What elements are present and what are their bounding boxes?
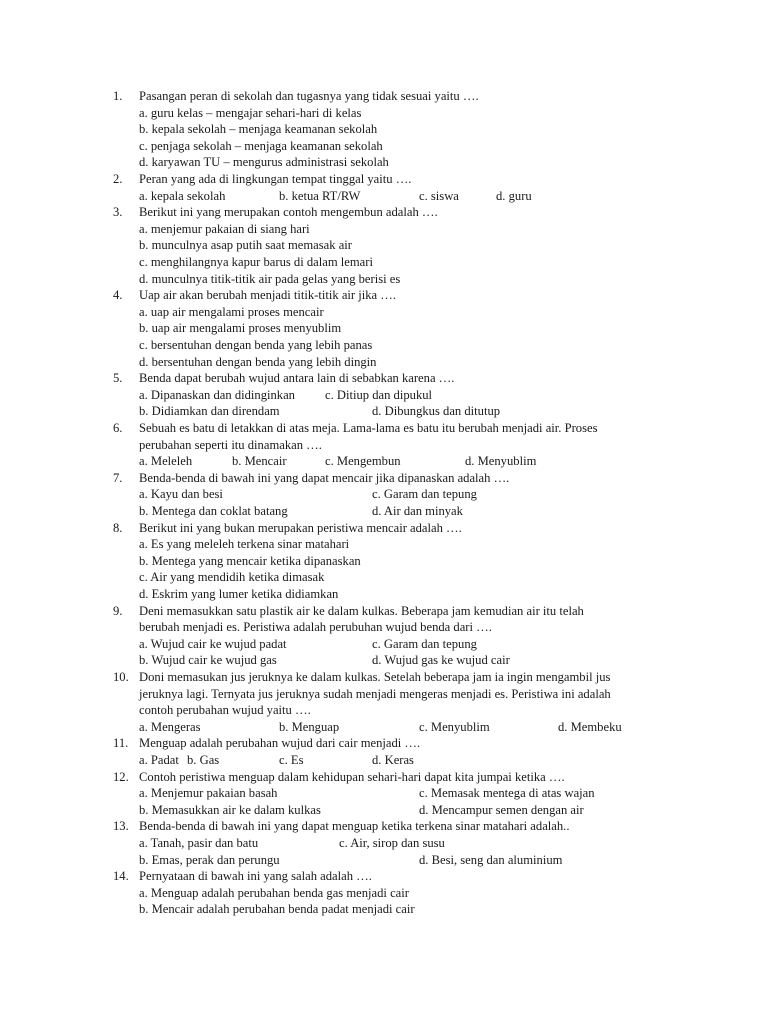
answer-option: a. Meleleh [139, 454, 193, 469]
answer-option: a. Mengeras [139, 719, 201, 734]
question-line [0, 669, 768, 685]
question-number: 2. [113, 172, 123, 186]
option-row [0, 453, 768, 469]
question-text: Peran yang ada di lingkungan tempat tinggal yaitu …. [139, 172, 412, 186]
answer-option: d. Wujud gas ke wujud cair [372, 653, 510, 668]
option-row [0, 835, 768, 851]
answer-option: b. uap air mengalami proses menyublim [139, 321, 342, 336]
answer-option: c. Es [279, 753, 304, 767]
answer-option: b. Emas, perak dan perungu [139, 852, 280, 867]
question-line [0, 769, 768, 785]
question-text: Berikut ini yang bukan merupakan peristiwa mencair adalah …. [139, 520, 462, 535]
question-line [0, 520, 768, 536]
answer-option: d. Menyublim [465, 454, 537, 469]
answer-option: a. Menguap adalah perubahan benda gas menjadi cair [139, 885, 409, 900]
question-line [0, 702, 768, 718]
answer-option: c. Garam dan tepung [372, 636, 477, 651]
question-text: Pernyataan di bawah ini yang salah adalah …. [139, 869, 372, 884]
question-number: 11. [113, 736, 129, 751]
question-number: 14. [113, 869, 129, 884]
answer-option: b. Mentega yang mencair ketika dipanaskan [139, 553, 361, 568]
answer-option: c. Air, sirop dan susu [339, 836, 445, 850]
question-text: Benda dapat berubah wujud antara lain di sebabkan karena …. [139, 371, 455, 386]
answer-option: c. Ditiup dan dipukul [325, 387, 433, 402]
answer-option: c. penjaga sekolah – menjaga keamanan sekolah [139, 138, 383, 153]
question-text: Deni memasukkan satu plastik air ke dalam kulkas. Beberapa jam kemudian air itu telah [139, 603, 584, 618]
answer-option: b. kepala sekolah – menjaga keamanan sekolah [139, 122, 378, 137]
option-row [0, 271, 768, 287]
option-row [0, 138, 768, 154]
option-row [0, 121, 768, 137]
answer-option: a. guru kelas – mengajar sehari-hari di kelas [139, 105, 362, 120]
question-number: 8. [113, 520, 123, 535]
question-line [0, 619, 768, 635]
option-row [0, 586, 768, 602]
answer-option: b. Mentega dan coklat batang [139, 504, 288, 518]
question-number: 5. [113, 371, 123, 386]
question-line [0, 171, 768, 187]
answer-option: d. Eskrim yang lumer ketika didiamkan [139, 587, 339, 601]
question-text: Doni memasukan jus jeruknya ke dalam kulkas. Setelah beberapa jam ia ingin mengambil jus [139, 670, 611, 684]
question-text: Uap air akan berubah menjadi titik-titik air jika …. [139, 288, 397, 303]
question-line [0, 868, 768, 884]
question-line [0, 287, 768, 303]
option-row [0, 901, 768, 917]
question-text: Pasangan peran di sekolah dan tugasnya yang tidak sesuai yaitu …. [139, 89, 479, 103]
option-row [0, 503, 768, 519]
option-row [0, 254, 768, 270]
answer-option: d. munculnya titik-titik air pada gelas yang berisi es [139, 271, 401, 286]
answer-option: b. ketua RT/RW [279, 188, 361, 203]
question-line [0, 437, 768, 453]
answer-option: d. Air dan minyak [372, 504, 463, 518]
question-number: 1. [113, 89, 123, 103]
answer-option: b. Wujud cair ke wujud gas [139, 653, 277, 668]
option-row [0, 337, 768, 353]
question-number: 3. [113, 205, 123, 220]
option-row [0, 536, 768, 552]
answer-option: d. Dibungkus dan ditutup [372, 404, 501, 419]
question-line [0, 370, 768, 386]
option-row [0, 354, 768, 370]
answer-option: b. Didiamkan dan direndam [139, 404, 280, 419]
question-number: 13. [113, 819, 129, 834]
answer-option: d. bersentuhan dengan benda yang lebih dingin [139, 354, 377, 369]
answer-option: a. Padat [139, 753, 179, 767]
question-text: Sebuah es batu di letakkan di atas meja. Lama-lama es batu itu berubah menjadi air. Proses [139, 421, 598, 435]
answer-option: a. Tanah, pasir dan batu [139, 836, 259, 850]
option-row [0, 636, 768, 652]
answer-option: b. Gas [187, 753, 220, 767]
answer-option: d. Mencampur semen dengan air [419, 802, 584, 817]
question-line [0, 204, 768, 220]
answer-option: a. Dipanaskan dan didinginkan [139, 387, 295, 402]
question-line [0, 470, 768, 486]
option-row [0, 237, 768, 253]
question-line [0, 686, 768, 702]
answer-option: c. Mengembun [325, 454, 401, 469]
question-number: 6. [113, 421, 123, 435]
option-row [0, 105, 768, 121]
option-row [0, 154, 768, 170]
question-number: 10. [113, 670, 129, 684]
question-text: Benda-benda di bawah ini yang dapat menguap ketika terkena sinar matahari adalah.. [139, 819, 570, 834]
answer-option: d. guru [496, 188, 532, 203]
option-row [0, 802, 768, 818]
answer-option: d. karyawan TU – mengurus administrasi sekolah [139, 155, 389, 170]
question-line [0, 735, 768, 751]
option-row [0, 785, 768, 801]
answer-option: b. Memasukkan air ke dalam kulkas [139, 802, 321, 817]
option-row [0, 387, 768, 403]
answer-option: d. Membeku [558, 719, 622, 734]
question-text: jeruknya lagi. Ternyata jus jeruknya sudah menjadi mengeras menjadi es. Peristiwa ini adalah [139, 686, 611, 701]
answer-option: a. uap air mengalami proses mencair [139, 304, 324, 319]
answer-option: c. Memasak mentega di atas wajan [419, 786, 595, 801]
answer-option: a. menjemur pakaian di siang hari [139, 221, 310, 236]
question-text: Contoh peristiwa menguap dalam kehidupan sehari-hari dapat kita jumpai ketika …. [139, 769, 565, 784]
answer-option: c. siswa [419, 188, 459, 203]
answer-option: c. Menyublim [419, 719, 490, 734]
question-number: 4. [113, 288, 123, 303]
question-number: 9. [113, 603, 123, 618]
question-line [0, 603, 768, 619]
answer-option: a. Wujud cair ke wujud padat [139, 636, 287, 651]
answer-option: c. Garam dan tepung [372, 487, 477, 502]
question-text: Berikut ini yang merupakan contoh mengembun adalah …. [139, 205, 438, 220]
option-row [0, 403, 768, 419]
answer-option: b. Mencair [232, 454, 287, 469]
answer-option: a. Menjemur pakaian basah [139, 786, 278, 801]
option-row [0, 188, 768, 204]
option-row [0, 719, 768, 735]
question-text: Menguap adalah perubahan wujud dari cair menjadi …. [139, 736, 421, 751]
option-row [0, 553, 768, 569]
answer-option: c. Air yang mendidih ketika dimasak [139, 570, 325, 585]
option-row [0, 486, 768, 502]
option-row [0, 852, 768, 868]
option-row [0, 752, 768, 768]
option-row [0, 221, 768, 237]
answer-option: c. menghilangnya kapur barus di dalam lemari [139, 255, 373, 269]
answer-option: a. kepala sekolah [139, 188, 226, 203]
question-text: Benda-benda di bawah ini yang dapat mencair jika dipanaskan adalah …. [139, 470, 510, 485]
question-text: perubahan seperti itu dinamakan …. [139, 437, 322, 452]
answer-option: c. bersentuhan dengan benda yang lebih panas [139, 338, 373, 352]
question-text: contoh perubahan wujud yaitu …. [139, 703, 311, 718]
question-text: berubah menjadi es. Peristiwa adalah perubuhan wujud benda dari …. [139, 620, 492, 635]
option-row [0, 652, 768, 668]
question-number: 12. [113, 769, 129, 784]
answer-option: a. Es yang meleleh terkena sinar matahari [139, 537, 350, 552]
answer-option: a. Kayu dan besi [139, 487, 223, 502]
answer-option: b. Mencair adalah perubahan benda padat menjadi cair [139, 902, 415, 917]
question-line [0, 88, 768, 104]
option-row [0, 885, 768, 901]
question-line [0, 818, 768, 834]
answer-option: b. Menguap [279, 719, 340, 734]
question-number: 7. [113, 470, 123, 485]
option-row [0, 569, 768, 585]
question-line [0, 420, 768, 436]
option-row [0, 304, 768, 320]
answer-option: d. Besi, seng dan aluminium [419, 852, 563, 867]
option-row [0, 320, 768, 336]
answer-option: d. Keras [372, 753, 414, 767]
answer-option: b. munculnya asap putih saat memasak air [139, 238, 352, 253]
